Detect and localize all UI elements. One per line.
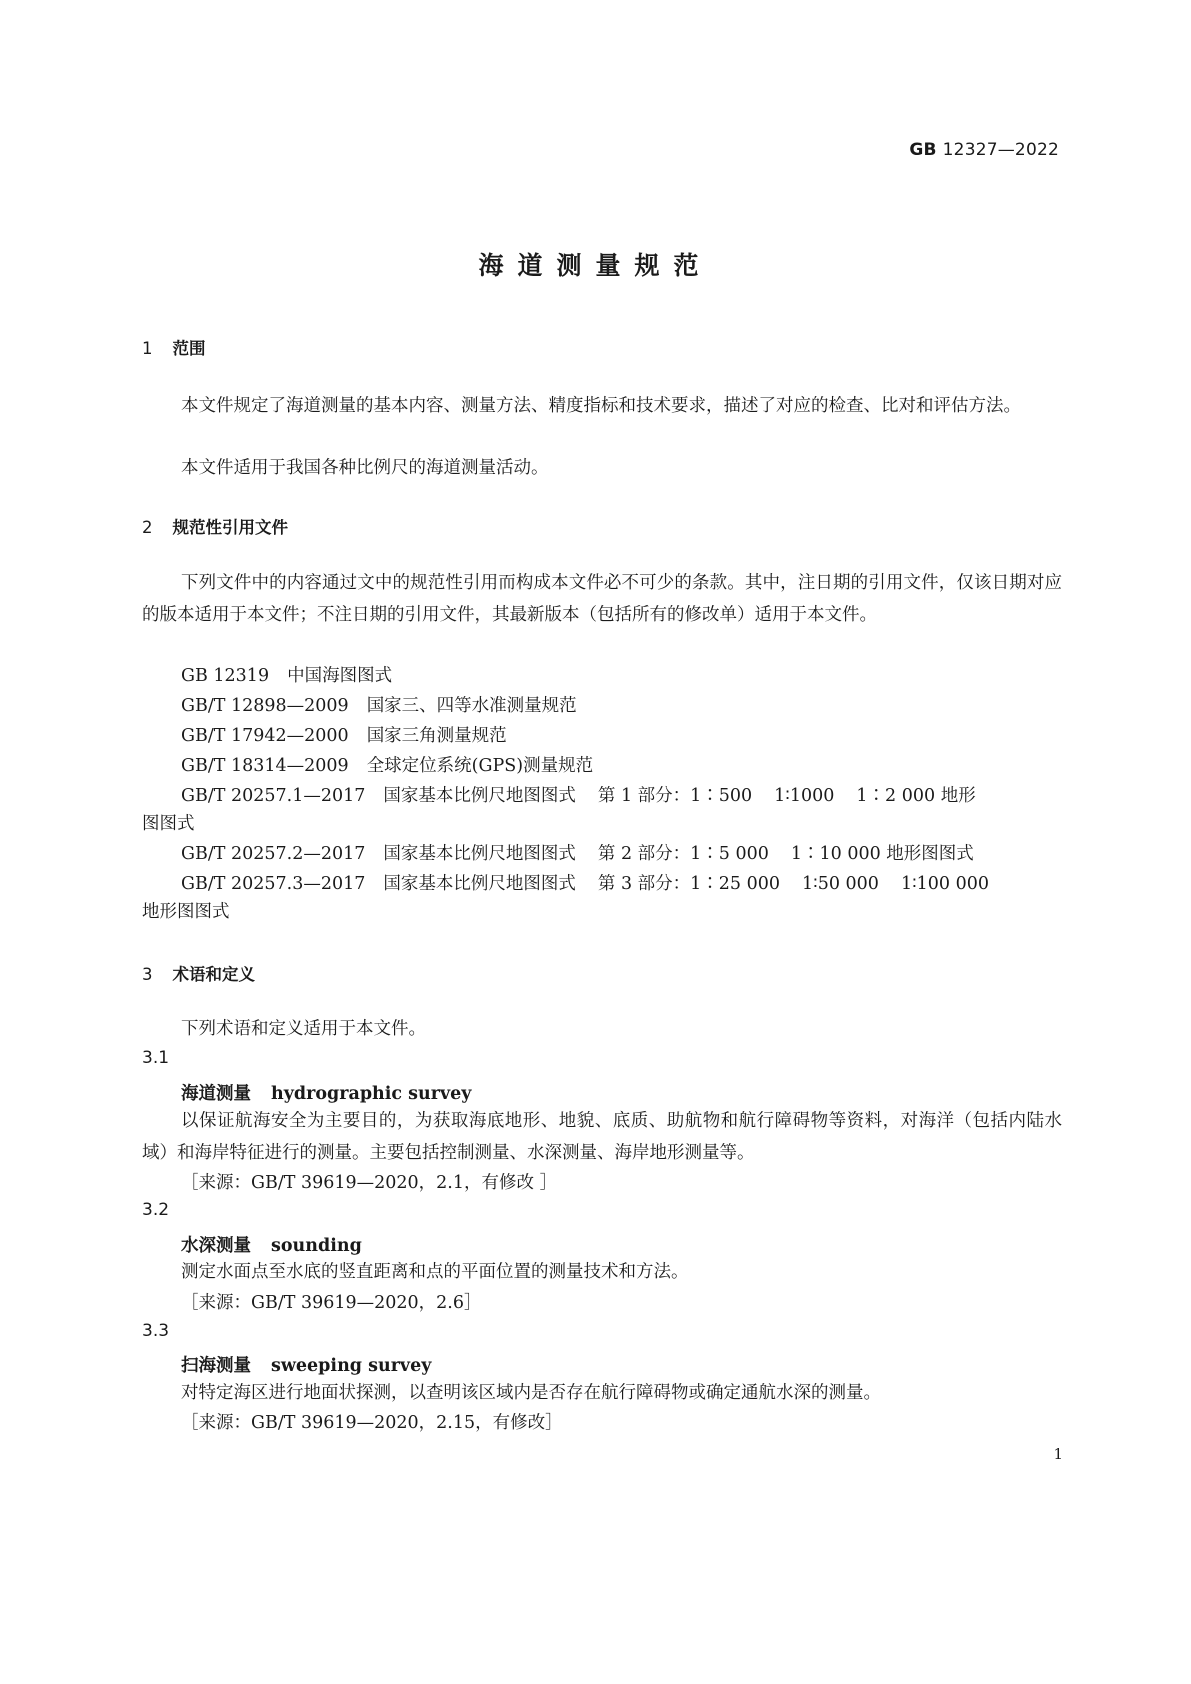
reference-continuation: 图图式 bbox=[142, 814, 195, 834]
document-title: 海道测量规范 bbox=[478, 251, 713, 280]
reference-title: 国家基本比例尺地图图式 bbox=[383, 844, 576, 864]
reference-title: 全球定位系统(GPS)测量规范 bbox=[366, 756, 594, 776]
reference-code: GB/T 20257.2—2017 bbox=[181, 844, 366, 864]
term-number: 3.3 bbox=[142, 1321, 170, 1341]
term-heading bbox=[181, 1080, 471, 1105]
reference-code: GB/T 20257.3—2017 bbox=[181, 874, 366, 894]
reference-item bbox=[181, 720, 507, 752]
section-1-paragraph-1: 本文件规定了海道测量的基本内容、测量方法、精度指标和技术要求，描述了对应的检查、比对和评估方法。 bbox=[181, 396, 1021, 416]
reference-title: 中国海图图式 bbox=[287, 666, 393, 686]
reference-title: 国家三、四等水准测量规范 bbox=[366, 696, 577, 716]
section-number: 3 bbox=[142, 965, 153, 984]
reference-scale: 1∶2 000 地形 bbox=[856, 786, 976, 806]
section-number: 2 bbox=[142, 518, 153, 537]
section-2-intro: 下列文件中的内容通过文中的规范性引用而构成本文件必不可少的条款。其中，注日期的引用文件，仅该日期对应的版本适用于本文件；不注日期的引用文件，其最新版本（包括所有的修改单）适用于本文件。 bbox=[142, 573, 1062, 625]
reference-title: 国家基本比例尺地图图式 bbox=[383, 874, 576, 894]
term-definition: 对特定海区进行地面状探测，以查明该区域内是否存在航行障碍物或确定通航水深的测量。 bbox=[181, 1383, 881, 1403]
reference-item bbox=[181, 690, 577, 722]
section-3-heading bbox=[142, 961, 255, 985]
section-title: 规范性引用文件 bbox=[172, 518, 288, 537]
term-english: sounding bbox=[271, 1236, 362, 1256]
reference-scale: 1∶10 000 地形图图式 bbox=[790, 844, 974, 864]
reference-part: 第 3 部分：1∶25 000 bbox=[597, 874, 781, 894]
reference-code: GB/T 20257.1—2017 bbox=[181, 786, 366, 806]
page-number: 1 bbox=[1053, 1445, 1063, 1463]
section-1-paragraph-2: 本文件适用于我国各种比例尺的海道测量活动。 bbox=[181, 458, 549, 478]
term-number: 3.1 bbox=[142, 1048, 170, 1068]
section-title: 范围 bbox=[172, 339, 206, 358]
reference-code: GB 12319 bbox=[181, 666, 270, 686]
section-3-intro: 下列术语和定义适用于本文件。 bbox=[181, 1019, 426, 1039]
reference-item bbox=[181, 660, 392, 692]
reference-code: GB/T 17942—2000 bbox=[181, 726, 349, 746]
reference-item bbox=[181, 868, 989, 900]
reference-scale: 1∶100 000 bbox=[900, 874, 989, 894]
section-number: 1 bbox=[142, 339, 153, 358]
section-1-heading bbox=[142, 335, 206, 359]
section-2-heading bbox=[142, 514, 288, 538]
reference-scale: 1∶1000 bbox=[774, 786, 835, 806]
term-source: ［来源：GB/T 39619—2020，2.6］ bbox=[181, 1293, 482, 1313]
term-number: 3.2 bbox=[142, 1200, 170, 1220]
standard-number: 12327—2022 bbox=[942, 140, 1059, 160]
term-english: hydrographic survey bbox=[271, 1084, 472, 1104]
standard-prefix: GB bbox=[909, 140, 937, 160]
term-chinese: 扫海测量 bbox=[181, 1356, 251, 1376]
term-heading bbox=[181, 1232, 362, 1257]
reference-part: 第 2 部分：1∶5 000 bbox=[597, 844, 769, 864]
reference-title: 国家三角测量规范 bbox=[366, 726, 507, 746]
reference-code: GB/T 18314—2009 bbox=[181, 756, 349, 776]
term-definition: 以保证航海安全为主要目的，为获取海底地形、地貌、底质、助航物和航行障碍物等资料，对海洋（包括内陆水域）和海岸特征进行的测量。主要包括控制测量、水深测量、海岸地形测量等。 bbox=[142, 1111, 1062, 1163]
term-source: ［来源：GB/T 39619—2020，2.15，有修改］ bbox=[181, 1413, 563, 1433]
term-chinese: 水深测量 bbox=[181, 1236, 251, 1256]
term-source: ［来源：GB/T 39619—2020，2.1，有修改 ］ bbox=[181, 1173, 558, 1193]
term-english: sweeping survey bbox=[271, 1356, 432, 1376]
standard-code bbox=[909, 140, 1059, 160]
reference-item bbox=[181, 750, 593, 782]
reference-part: 第 1 部分：1∶500 bbox=[597, 786, 753, 806]
term-heading bbox=[181, 1352, 431, 1377]
section-title: 术语和定义 bbox=[172, 965, 255, 984]
reference-title: 国家基本比例尺地图图式 bbox=[383, 786, 576, 806]
reference-scale: 1∶50 000 bbox=[802, 874, 879, 894]
reference-item bbox=[181, 780, 976, 812]
reference-item bbox=[181, 838, 974, 870]
reference-code: GB/T 12898—2009 bbox=[181, 696, 349, 716]
reference-continuation: 地形图图式 bbox=[142, 902, 230, 922]
term-definition: 测定水面点至水底的竖直距离和点的平面位置的测量技术和方法。 bbox=[181, 1262, 689, 1282]
term-chinese: 海道测量 bbox=[181, 1084, 251, 1104]
